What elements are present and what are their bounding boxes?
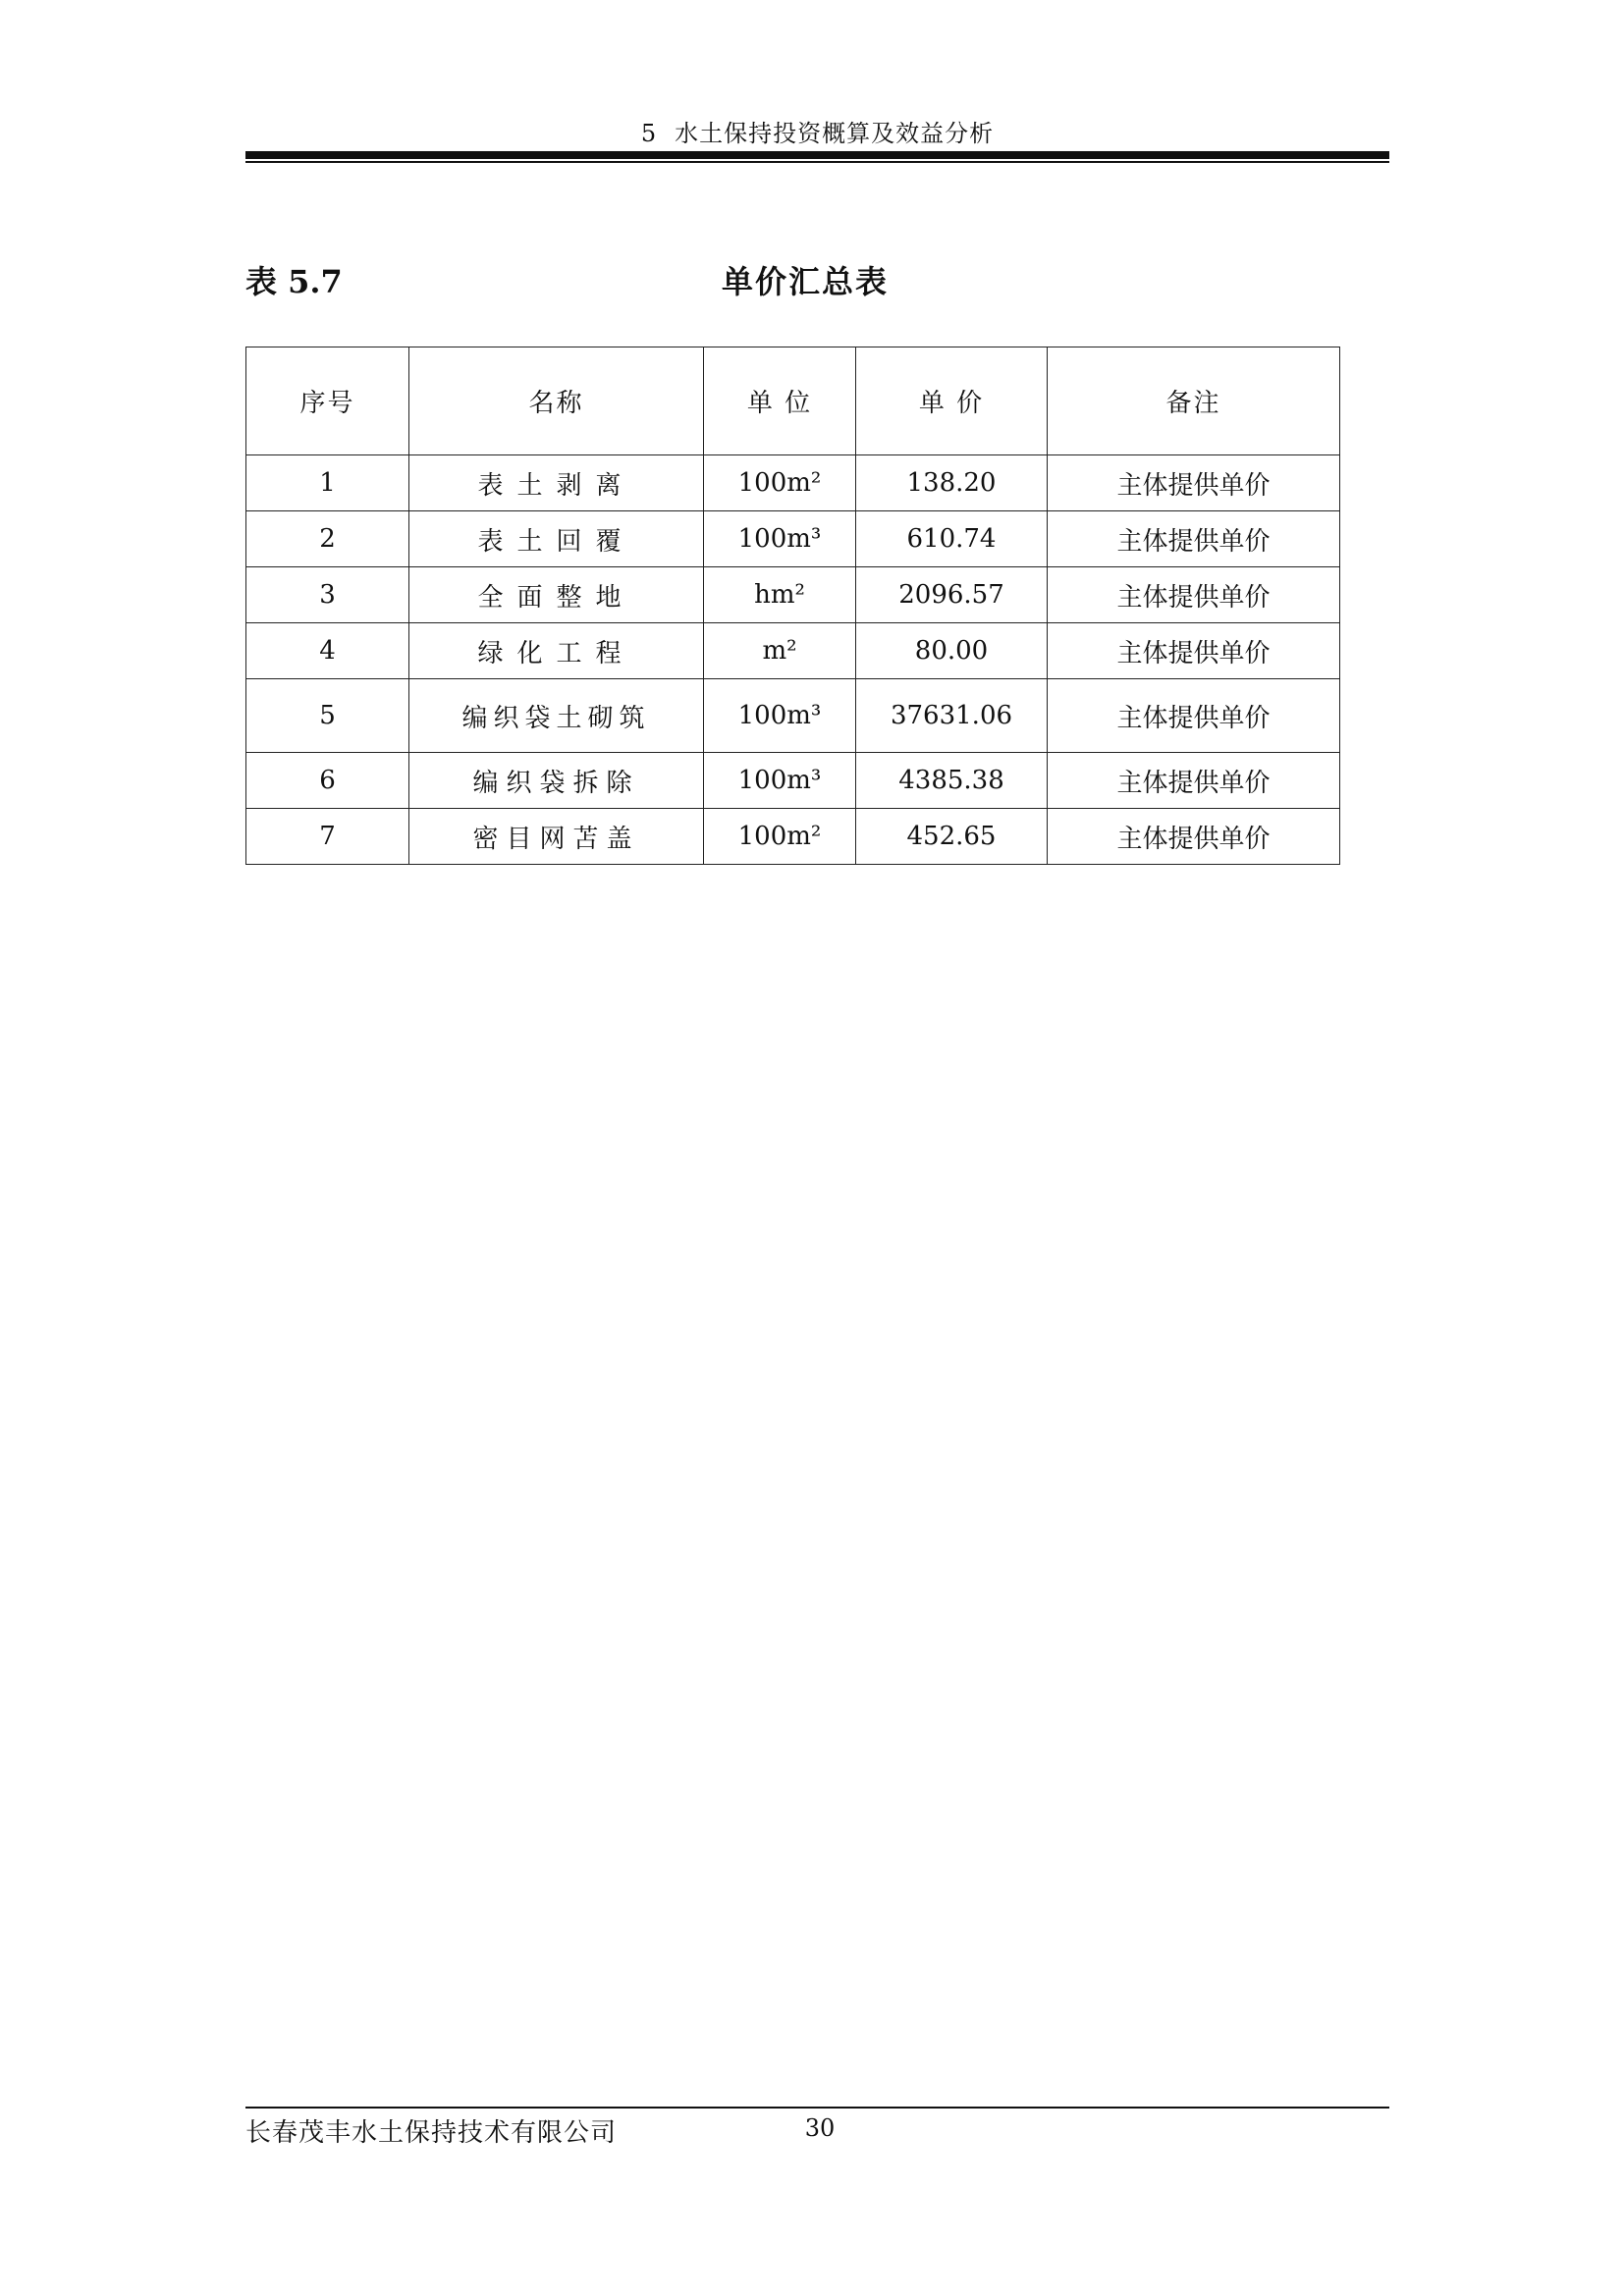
cell-price: 37631.06 <box>856 679 1048 753</box>
cell-unit: 100m³ <box>704 753 856 809</box>
col-header-remark: 备注 <box>1048 347 1340 455</box>
cell-remark: 主体提供单价 <box>1048 455 1340 511</box>
table-row <box>246 511 1340 567</box>
cell-remark: 主体提供单价 <box>1048 567 1340 623</box>
footer-rule <box>245 2107 1389 2109</box>
cell-index: 3 <box>246 567 409 623</box>
table-header-row <box>246 347 1340 455</box>
cell-price: 4385.38 <box>856 753 1048 809</box>
col-header-name: 名称 <box>409 347 704 455</box>
col-header-price: 单 价 <box>856 347 1048 455</box>
header-rule-thick <box>245 151 1389 159</box>
cell-remark: 主体提供单价 <box>1048 679 1340 753</box>
cell-index: 6 <box>246 753 409 809</box>
cell-name: 表土剥离 <box>409 455 704 511</box>
cell-remark: 主体提供单价 <box>1048 623 1340 679</box>
table-row <box>246 809 1340 865</box>
table-title: 单价汇总表 <box>721 263 889 300</box>
table-row <box>246 567 1340 623</box>
cell-name: 密目网苫盖 <box>409 809 704 865</box>
table-label: 表 5.7 <box>245 263 343 300</box>
table-row <box>246 623 1340 679</box>
cell-name: 编织袋土砌筑 <box>409 679 704 753</box>
cell-unit: 100m³ <box>704 679 856 753</box>
cell-name: 表土回覆 <box>409 511 704 567</box>
cell-price: 452.65 <box>856 809 1048 865</box>
cell-remark: 主体提供单价 <box>1048 511 1340 567</box>
cell-unit: 100m³ <box>704 511 856 567</box>
running-header <box>245 114 1389 148</box>
table-row <box>246 753 1340 809</box>
cell-price: 610.74 <box>856 511 1048 567</box>
cell-unit: 100m² <box>704 455 856 511</box>
table-row <box>246 679 1340 753</box>
header-rule-thin <box>245 161 1389 163</box>
table-row <box>246 455 1340 511</box>
cell-index: 7 <box>246 809 409 865</box>
col-header-unit: 单 位 <box>704 347 856 455</box>
col-header-index: 序号 <box>246 347 409 455</box>
cell-name: 编织袋拆除 <box>409 753 704 809</box>
cell-index: 5 <box>246 679 409 753</box>
cell-unit: 100m² <box>704 809 856 865</box>
page-number: 30 <box>804 2114 836 2142</box>
cell-price: 80.00 <box>856 623 1048 679</box>
cell-unit: hm² <box>704 567 856 623</box>
cell-name: 全面整地 <box>409 567 704 623</box>
chapter-number: 5 <box>640 120 658 147</box>
cell-index: 2 <box>246 511 409 567</box>
cell-remark: 主体提供单价 <box>1048 753 1340 809</box>
chapter-title: 水土保持投资概算及效益分析 <box>675 120 995 147</box>
cell-index: 4 <box>246 623 409 679</box>
cell-price: 2096.57 <box>856 567 1048 623</box>
cell-index: 1 <box>246 455 409 511</box>
cell-unit: m² <box>704 623 856 679</box>
cell-price: 138.20 <box>856 455 1048 511</box>
unit-price-table <box>245 347 1340 865</box>
cell-name: 绿化工程 <box>409 623 704 679</box>
footer-company-name: 长春茂丰水土保持技术有限公司 <box>245 2118 618 2148</box>
cell-remark: 主体提供单价 <box>1048 809 1340 865</box>
